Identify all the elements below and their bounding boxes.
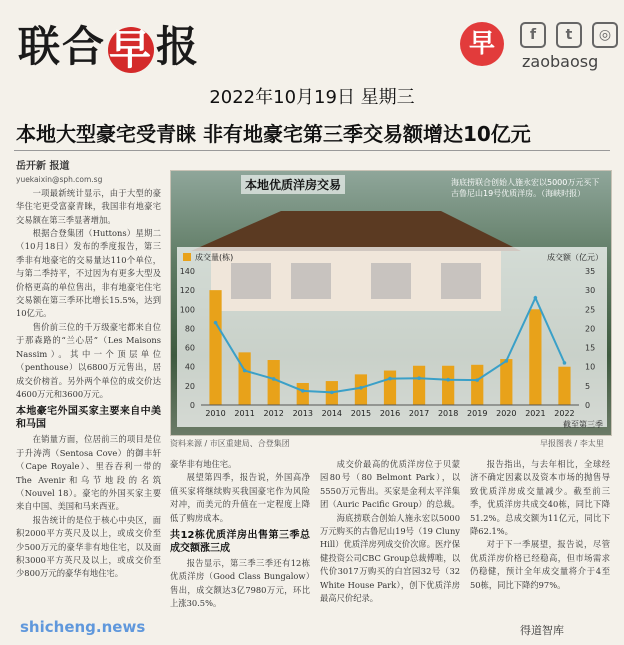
paragraph: 成交价最高的优质洋房位于贝蒙园80号（80 Belmont Park），以5550万元售出。买家是金利太平洋集团（Auric Pacific Group）的总裁。: [320, 459, 460, 510]
subheading: 共12栋优质洋房出售第三季总成交额涨三成: [170, 530, 310, 555]
y-tick-label-right: 20: [585, 324, 596, 334]
logo-part1: 联合: [18, 22, 107, 71]
bar: [413, 366, 425, 405]
x-tick-label: 2012: [263, 409, 284, 418]
paragraph: 报告指出，与去年相比，全球经济不确定因素以及资本市场的抛售导致优质洋房成交量减少。截至前三季，优质洋房共成交40栋，同比下降51.2%。总成交额为11亿元，同比下降62.1%。: [470, 459, 610, 537]
byline-email: yuekaixin@sph.com.sg: [16, 175, 103, 185]
watermark-right: 得道智库: [520, 624, 564, 637]
y-tick-label-left: 100: [179, 305, 195, 315]
paragraph: 报告统计的是位于核心中央区，面积2000平方英尺及以上，或成交价至少500万元的豪华非有地住宅，以及面积3000平方英尺及以上，或成交价至少800万元的豪华有地住宅。: [16, 514, 161, 579]
y-tick-label-right: 10: [585, 362, 596, 372]
instagram-icon[interactable]: ◎: [592, 22, 618, 48]
dateline: 2022年10月19日 星期三: [209, 87, 415, 108]
article-column-2: [170, 458, 310, 611]
chart: [171, 171, 611, 435]
x-tick-label: 2021: [525, 409, 546, 418]
y-tick-label-left: 120: [179, 286, 195, 296]
paragraph: 对于下一季展望，报告说，尽管优质洋房价格已经稳高，但市场需求仍稳健，预计全年成交量将介于4至50栋，同比下降约97%。: [470, 539, 610, 590]
paragraph: 海底捞联合创始人施永宏以5000万元购买的古鲁尼山19号（19 Cluny Hill）优质洋房列成交价次席。医疗保健投资公司CBC Group总裁傅唯，以代价3017万购买的白宫园32号（32 White House Park），创下优质洋房最高尺价纪录。: [320, 512, 460, 604]
facebook-icon[interactable]: f: [520, 22, 546, 48]
bar: [500, 359, 512, 405]
x-tick-label: 2019: [467, 409, 488, 418]
y-tick-label-left: 0: [189, 401, 195, 410]
paragraph: 在销量方面，位居前三的项目是位于升涛湾（Sentosa Cove）的御丰轩（Cape Royale）、里吞吞利一带的The Avenir和乌节地段的名筑（Nouvel 18）。豪宅的外国买家主要来自中国、美国和马来西亚。: [16, 434, 161, 512]
y-tick-label-right: 25: [585, 305, 596, 315]
line-point: [563, 361, 567, 365]
paragraph: 报告显示，第三季三季还有12栋优质洋房（Good Class Bungalow）售出，成交额达3亿7980万元，环比上涨30.5%。: [170, 558, 310, 609]
bar: [355, 374, 367, 405]
figure-source: 资料来源 / 市区重建局、合登集团: [170, 439, 290, 448]
bar: [471, 365, 483, 405]
article-column-1: [16, 160, 161, 581]
logo-part2: 报: [156, 22, 201, 71]
bar: [442, 366, 454, 405]
bar: [268, 360, 280, 405]
article-column-4: [470, 458, 610, 592]
y-tick-label-right: 0: [585, 401, 591, 410]
bar: [239, 352, 251, 405]
line-point: [388, 377, 392, 381]
line-point: [272, 377, 276, 381]
line-point: [301, 389, 305, 393]
y-tick-label-right: 30: [585, 286, 596, 296]
x-tick-label: 2011: [234, 409, 255, 418]
line-point: [446, 378, 450, 382]
y-tick-label-left: 60: [184, 343, 195, 353]
social-icons: [520, 22, 618, 48]
x-tick-label: 2016: [379, 409, 401, 418]
line-point: [214, 321, 218, 325]
legend-label-bar: 成交量(栋): [195, 253, 234, 262]
brand-seal-icon: 早: [460, 22, 504, 66]
y-tick-label-left: 40: [184, 362, 195, 372]
paragraph: 一项最新统计显示，由于大型的豪华住宅更受富豪青睐，我国非有地豪宅交易额在第三季显著增加。: [16, 187, 161, 225]
chart-note: 截至第三季: [563, 420, 603, 429]
y-tick-label-left: 140: [179, 267, 195, 276]
line-point: [475, 378, 479, 382]
y-tick-label-left: 80: [184, 324, 195, 334]
figure-credit: 早报图表 / 李太里: [540, 439, 604, 448]
watermark-left: shicheng.news: [20, 618, 146, 636]
line-point: [505, 359, 509, 363]
subheading: 本地豪宅外国买家主要来自中美和马国: [16, 406, 161, 431]
bar: [384, 371, 396, 405]
social-handle: zaobaosg: [522, 52, 599, 71]
newspaper-logo: [18, 14, 200, 74]
twitter-icon[interactable]: t: [556, 22, 582, 48]
figure-title: 本地优质洋房交易: [241, 175, 345, 194]
byline: 岳开新 报道: [16, 161, 70, 172]
x-tick-label: 2020: [496, 409, 517, 418]
x-tick-label: 2013: [292, 409, 313, 418]
paragraph: 根据合登集团（Huttons）星期二（10月18日）发布的季度报告，第三季非有地豪宅的交易量达110个单位，与第二季持平，不过因为有更多大型及价格更高的单位售出，非有地豪宅住宅交易额在第三季环比增长15.5%，达到10亿元。: [16, 228, 161, 319]
line-point: [359, 386, 363, 390]
y-tick-label-right: 35: [585, 267, 596, 276]
x-tick-label: 2022: [554, 409, 575, 418]
paragraph: 售价前三位的千万级豪宅都来自位于那森路的“兰心居”（Les Maisons Nassim）。其中一个顶层单位（penthouse）以6800万元售出，居成交价榜首。另外两个单位的成交价达4600万元和3600万元。: [16, 321, 161, 399]
y-tick-label-left: 20: [184, 381, 195, 391]
bar: [558, 367, 570, 405]
paragraph: 豪华非有地住宅。: [170, 459, 237, 469]
figure-photo: [170, 170, 612, 436]
paragraph: 展望第四季，报告说，外国高净值买家将继续购买我国豪宅作为风险对冲，而美元的升值在一定程度上降低了购房成本。: [170, 472, 310, 523]
logo-seal: 早: [109, 25, 154, 74]
x-tick-label: 2017: [408, 409, 430, 418]
legend-label-line: 成交额（亿元）: [547, 253, 603, 262]
photo-caption: 海底捞联合创始人施永宏以5000万元买下古鲁尼山19号优质洋房。（海峡时报）: [451, 178, 600, 198]
x-tick-label: 2015: [350, 409, 372, 418]
line-point: [534, 296, 538, 300]
legend-swatch-bar: [183, 253, 191, 261]
line-point: [417, 376, 421, 380]
bar: [529, 309, 541, 405]
headline: 本地大型豪宅受青睐 非有地豪宅第三季交易额增达10亿元: [16, 122, 531, 146]
bar: [297, 383, 309, 405]
bar: [209, 290, 221, 405]
article-column-3: [320, 458, 460, 605]
x-tick-label: 2018: [437, 409, 459, 418]
x-tick-label: 2010: [205, 409, 226, 418]
masthead: [0, 0, 624, 80]
divider: [14, 150, 610, 151]
line-point: [243, 369, 247, 373]
y-tick-label-right: 15: [585, 343, 596, 353]
line-point: [330, 391, 334, 395]
x-tick-label: 2014: [321, 409, 343, 418]
y-tick-label-right: 5: [585, 381, 591, 391]
